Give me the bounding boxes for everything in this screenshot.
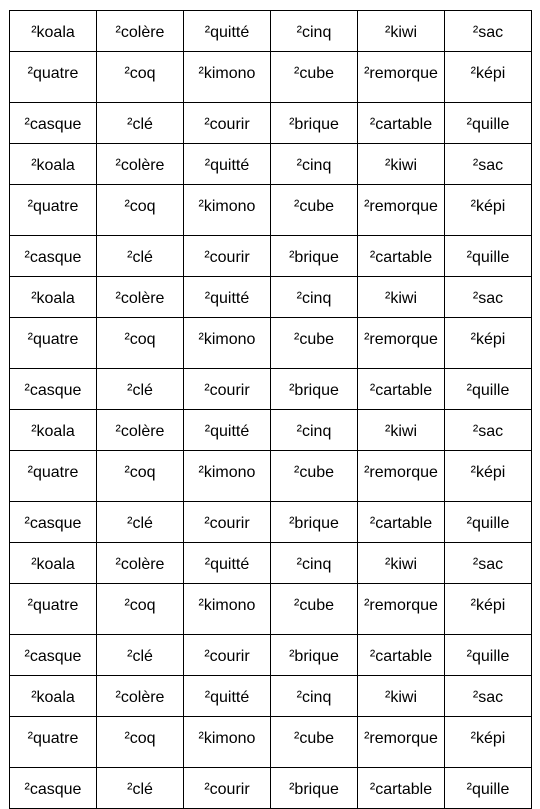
- word-label: ²képi: [470, 464, 506, 481]
- word-label: ²kimono: [198, 730, 256, 747]
- table-cell: [271, 236, 358, 277]
- table-cell: [97, 52, 184, 103]
- table-cell: [358, 277, 445, 318]
- word-label: ²cinq: [296, 290, 332, 307]
- word-label: ²sac: [472, 157, 504, 174]
- word-label: ²casque: [24, 116, 82, 133]
- word-label: ²clé: [127, 116, 153, 133]
- word-label: ²casque: [24, 781, 82, 798]
- table-cell: [97, 543, 184, 584]
- word-label: ²colère: [115, 689, 165, 706]
- table-cell: [271, 52, 358, 103]
- word-label: ²cartable: [369, 249, 433, 266]
- table-cell: [358, 410, 445, 451]
- word-label: ²quille: [466, 515, 510, 532]
- table-cell: [445, 502, 532, 543]
- table-cell: [97, 318, 184, 369]
- word-label: ²kiwi: [385, 689, 417, 706]
- word-label: ²casque: [24, 382, 82, 399]
- table-cell: [184, 185, 271, 236]
- word-label: ²quatre: [27, 597, 79, 614]
- word-label: ²quitté: [204, 556, 250, 573]
- table-row: [10, 451, 532, 502]
- table-cell: [358, 451, 445, 502]
- word-label: ²cartable: [369, 116, 433, 133]
- word-label: ²courir: [204, 249, 250, 266]
- word-label: ²brique: [289, 249, 339, 266]
- word-label: ²sac: [472, 689, 504, 706]
- word-label: ²quatre: [27, 464, 79, 481]
- word-label: ²colère: [115, 423, 165, 440]
- table-cell: [445, 52, 532, 103]
- word-label: ²remorque: [364, 198, 438, 215]
- word-label: ²kimono: [198, 198, 256, 215]
- word-label: ²coq: [124, 464, 156, 481]
- table-row: [10, 502, 532, 543]
- table-cell: [184, 277, 271, 318]
- word-label: ²remorque: [364, 331, 438, 348]
- table-row: [10, 185, 532, 236]
- word-label: ²kiwi: [385, 290, 417, 307]
- table-cell: [184, 236, 271, 277]
- word-label: ²courir: [204, 116, 250, 133]
- word-label: ²cube: [293, 65, 335, 82]
- word-label: ²cinq: [296, 423, 332, 440]
- table-row: [10, 543, 532, 584]
- table-row: [10, 236, 532, 277]
- table-cell: [97, 410, 184, 451]
- word-label: ²cartable: [369, 781, 433, 798]
- table-cell: [271, 103, 358, 144]
- table-cell: [184, 502, 271, 543]
- table-cell: [10, 52, 97, 103]
- table-cell: [10, 768, 97, 809]
- table-cell: [358, 144, 445, 185]
- table-row: [10, 103, 532, 144]
- word-label: ²remorque: [364, 730, 438, 747]
- word-label: ²colère: [115, 290, 165, 307]
- table-cell: [358, 502, 445, 543]
- word-label: ²courir: [204, 382, 250, 399]
- table-cell: [10, 717, 97, 768]
- word-label: ²coq: [124, 331, 156, 348]
- table-cell: [97, 451, 184, 502]
- table-cell: [97, 635, 184, 676]
- table-cell: [97, 717, 184, 768]
- word-label: ²sac: [472, 290, 504, 307]
- word-label: ²quitté: [204, 423, 250, 440]
- word-label: ²clé: [127, 648, 153, 665]
- word-label: ²kimono: [198, 65, 256, 82]
- table-row: [10, 277, 532, 318]
- table-cell: [10, 144, 97, 185]
- table-cell: [445, 144, 532, 185]
- word-label: ²quatre: [27, 730, 79, 747]
- word-label: ²cinq: [296, 24, 332, 41]
- table-cell: [445, 236, 532, 277]
- table-cell: [271, 277, 358, 318]
- word-label: ²quitté: [204, 157, 250, 174]
- table-cell: [445, 103, 532, 144]
- word-label: ²casque: [24, 515, 82, 532]
- table-cell: [184, 635, 271, 676]
- word-label: ²koala: [31, 689, 75, 706]
- table-cell: [271, 502, 358, 543]
- table-row: [10, 11, 532, 52]
- word-label: ²colère: [115, 157, 165, 174]
- table-cell: [184, 584, 271, 635]
- table-cell: [10, 543, 97, 584]
- word-label: ²képi: [470, 65, 506, 82]
- table-cell: [10, 410, 97, 451]
- table-row: [10, 52, 532, 103]
- word-label: ²courir: [204, 648, 250, 665]
- word-label: ²quitté: [204, 24, 250, 41]
- table-cell: [445, 717, 532, 768]
- table-cell: [184, 318, 271, 369]
- table-cell: [445, 584, 532, 635]
- table-cell: [10, 502, 97, 543]
- table-cell: [10, 103, 97, 144]
- word-label: ²kiwi: [385, 24, 417, 41]
- table-cell: [445, 369, 532, 410]
- word-label: ²quitté: [204, 689, 250, 706]
- table-cell: [358, 635, 445, 676]
- word-label: ²quille: [466, 249, 510, 266]
- table-cell: [10, 676, 97, 717]
- table-cell: [271, 410, 358, 451]
- table-cell: [184, 52, 271, 103]
- word-label: ²courir: [204, 515, 250, 532]
- table-cell: [97, 144, 184, 185]
- word-label: ²coq: [124, 198, 156, 215]
- word-label: ²cartable: [369, 515, 433, 532]
- word-label: ²quille: [466, 648, 510, 665]
- table-cell: [97, 103, 184, 144]
- word-label: ²koala: [31, 556, 75, 573]
- word-label: ²koala: [31, 24, 75, 41]
- word-label: ²courir: [204, 781, 250, 798]
- table-row: [10, 635, 532, 676]
- word-label: ²képi: [470, 597, 506, 614]
- table-cell: [358, 543, 445, 584]
- table-cell: [97, 11, 184, 52]
- word-label: ²coq: [124, 730, 156, 747]
- table-cell: [184, 768, 271, 809]
- table-cell: [184, 717, 271, 768]
- word-label: ²képi: [470, 331, 506, 348]
- table-cell: [271, 451, 358, 502]
- word-label: ²sac: [472, 24, 504, 41]
- word-label: ²quille: [466, 382, 510, 399]
- table-cell: [184, 144, 271, 185]
- word-label: ²képi: [470, 198, 506, 215]
- word-label: ²clé: [127, 249, 153, 266]
- word-label: ²colère: [115, 24, 165, 41]
- word-label: ²cartable: [369, 648, 433, 665]
- table-cell: [358, 236, 445, 277]
- table-cell: [358, 369, 445, 410]
- word-label: ²kiwi: [385, 157, 417, 174]
- table-cell: [97, 768, 184, 809]
- table-cell: [445, 635, 532, 676]
- table-cell: [10, 369, 97, 410]
- word-label: ²koala: [31, 290, 75, 307]
- table-cell: [445, 768, 532, 809]
- table-cell: [358, 103, 445, 144]
- word-label: ²kiwi: [385, 556, 417, 573]
- table-cell: [271, 635, 358, 676]
- word-label: ²brique: [289, 648, 339, 665]
- table-cell: [271, 768, 358, 809]
- table-cell: [97, 277, 184, 318]
- table-row: [10, 676, 532, 717]
- table-cell: [358, 52, 445, 103]
- word-label: ²kiwi: [385, 423, 417, 440]
- table-cell: [271, 369, 358, 410]
- table-row: [10, 318, 532, 369]
- word-label: ²remorque: [364, 597, 438, 614]
- word-label: ²cube: [293, 730, 335, 747]
- table-cell: [445, 11, 532, 52]
- word-label: ²brique: [289, 781, 339, 798]
- table-cell: [271, 717, 358, 768]
- word-label: ²cinq: [296, 157, 332, 174]
- table-cell: [184, 11, 271, 52]
- table-cell: [184, 410, 271, 451]
- table-cell: [445, 543, 532, 584]
- word-label: ²quille: [466, 116, 510, 133]
- word-label: ²casque: [24, 249, 82, 266]
- table-cell: [445, 185, 532, 236]
- table-cell: [10, 236, 97, 277]
- word-label: ²casque: [24, 648, 82, 665]
- word-label: ²quille: [466, 781, 510, 798]
- table-cell: [271, 185, 358, 236]
- word-label: ²cube: [293, 597, 335, 614]
- word-table-body: [10, 11, 532, 809]
- table-cell: [10, 584, 97, 635]
- table-cell: [445, 451, 532, 502]
- word-label: ²koala: [31, 157, 75, 174]
- table-cell: [271, 11, 358, 52]
- table-cell: [97, 185, 184, 236]
- word-label: ²colère: [115, 556, 165, 573]
- word-label: ²cinq: [296, 689, 332, 706]
- word-label: ²clé: [127, 515, 153, 532]
- word-label: ²kimono: [198, 597, 256, 614]
- table-cell: [184, 369, 271, 410]
- table-row: [10, 144, 532, 185]
- word-label: ²brique: [289, 515, 339, 532]
- word-label: ²koala: [31, 423, 75, 440]
- word-label: ²remorque: [364, 464, 438, 481]
- word-label: ²brique: [289, 116, 339, 133]
- table-cell: [184, 676, 271, 717]
- table-cell: [97, 236, 184, 277]
- table-cell: [97, 502, 184, 543]
- word-table: [9, 10, 532, 809]
- word-label: ²quitté: [204, 290, 250, 307]
- table-cell: [271, 676, 358, 717]
- table-cell: [184, 543, 271, 584]
- word-label: ²remorque: [364, 65, 438, 82]
- table-cell: [271, 543, 358, 584]
- table-cell: [445, 277, 532, 318]
- table-cell: [10, 185, 97, 236]
- word-label: ²sac: [472, 423, 504, 440]
- table-cell: [445, 410, 532, 451]
- table-row: [10, 717, 532, 768]
- word-label: ²cube: [293, 198, 335, 215]
- word-label: ²kimono: [198, 464, 256, 481]
- word-label: ²clé: [127, 382, 153, 399]
- table-cell: [10, 318, 97, 369]
- word-label: ²quatre: [27, 198, 79, 215]
- table-cell: [358, 676, 445, 717]
- table-cell: [271, 584, 358, 635]
- table-cell: [271, 318, 358, 369]
- word-label: ²quatre: [27, 65, 79, 82]
- word-label: ²clé: [127, 781, 153, 798]
- table-cell: [10, 277, 97, 318]
- table-cell: [10, 635, 97, 676]
- word-label: ²coq: [124, 597, 156, 614]
- table-cell: [10, 451, 97, 502]
- word-label: ²quatre: [27, 331, 79, 348]
- word-label: ²képi: [470, 730, 506, 747]
- table-cell: [358, 185, 445, 236]
- table-cell: [97, 676, 184, 717]
- table-cell: [97, 369, 184, 410]
- table-cell: [358, 11, 445, 52]
- table-cell: [184, 451, 271, 502]
- table-cell: [358, 318, 445, 369]
- word-label: ²kimono: [198, 331, 256, 348]
- table-row: [10, 410, 532, 451]
- table-row: [10, 369, 532, 410]
- table-cell: [10, 11, 97, 52]
- word-label: ²brique: [289, 382, 339, 399]
- word-label: ²coq: [124, 65, 156, 82]
- table-cell: [358, 768, 445, 809]
- table-cell: [358, 584, 445, 635]
- word-label: ²sac: [472, 556, 504, 573]
- table-cell: [97, 584, 184, 635]
- word-label: ²cube: [293, 331, 335, 348]
- table-cell: [358, 717, 445, 768]
- table-row: [10, 768, 532, 809]
- word-label: ²cartable: [369, 382, 433, 399]
- table-cell: [184, 103, 271, 144]
- table-row: [10, 584, 532, 635]
- word-label: ²cinq: [296, 556, 332, 573]
- table-cell: [445, 318, 532, 369]
- table-cell: [445, 676, 532, 717]
- table-cell: [271, 144, 358, 185]
- word-label: ²cube: [293, 464, 335, 481]
